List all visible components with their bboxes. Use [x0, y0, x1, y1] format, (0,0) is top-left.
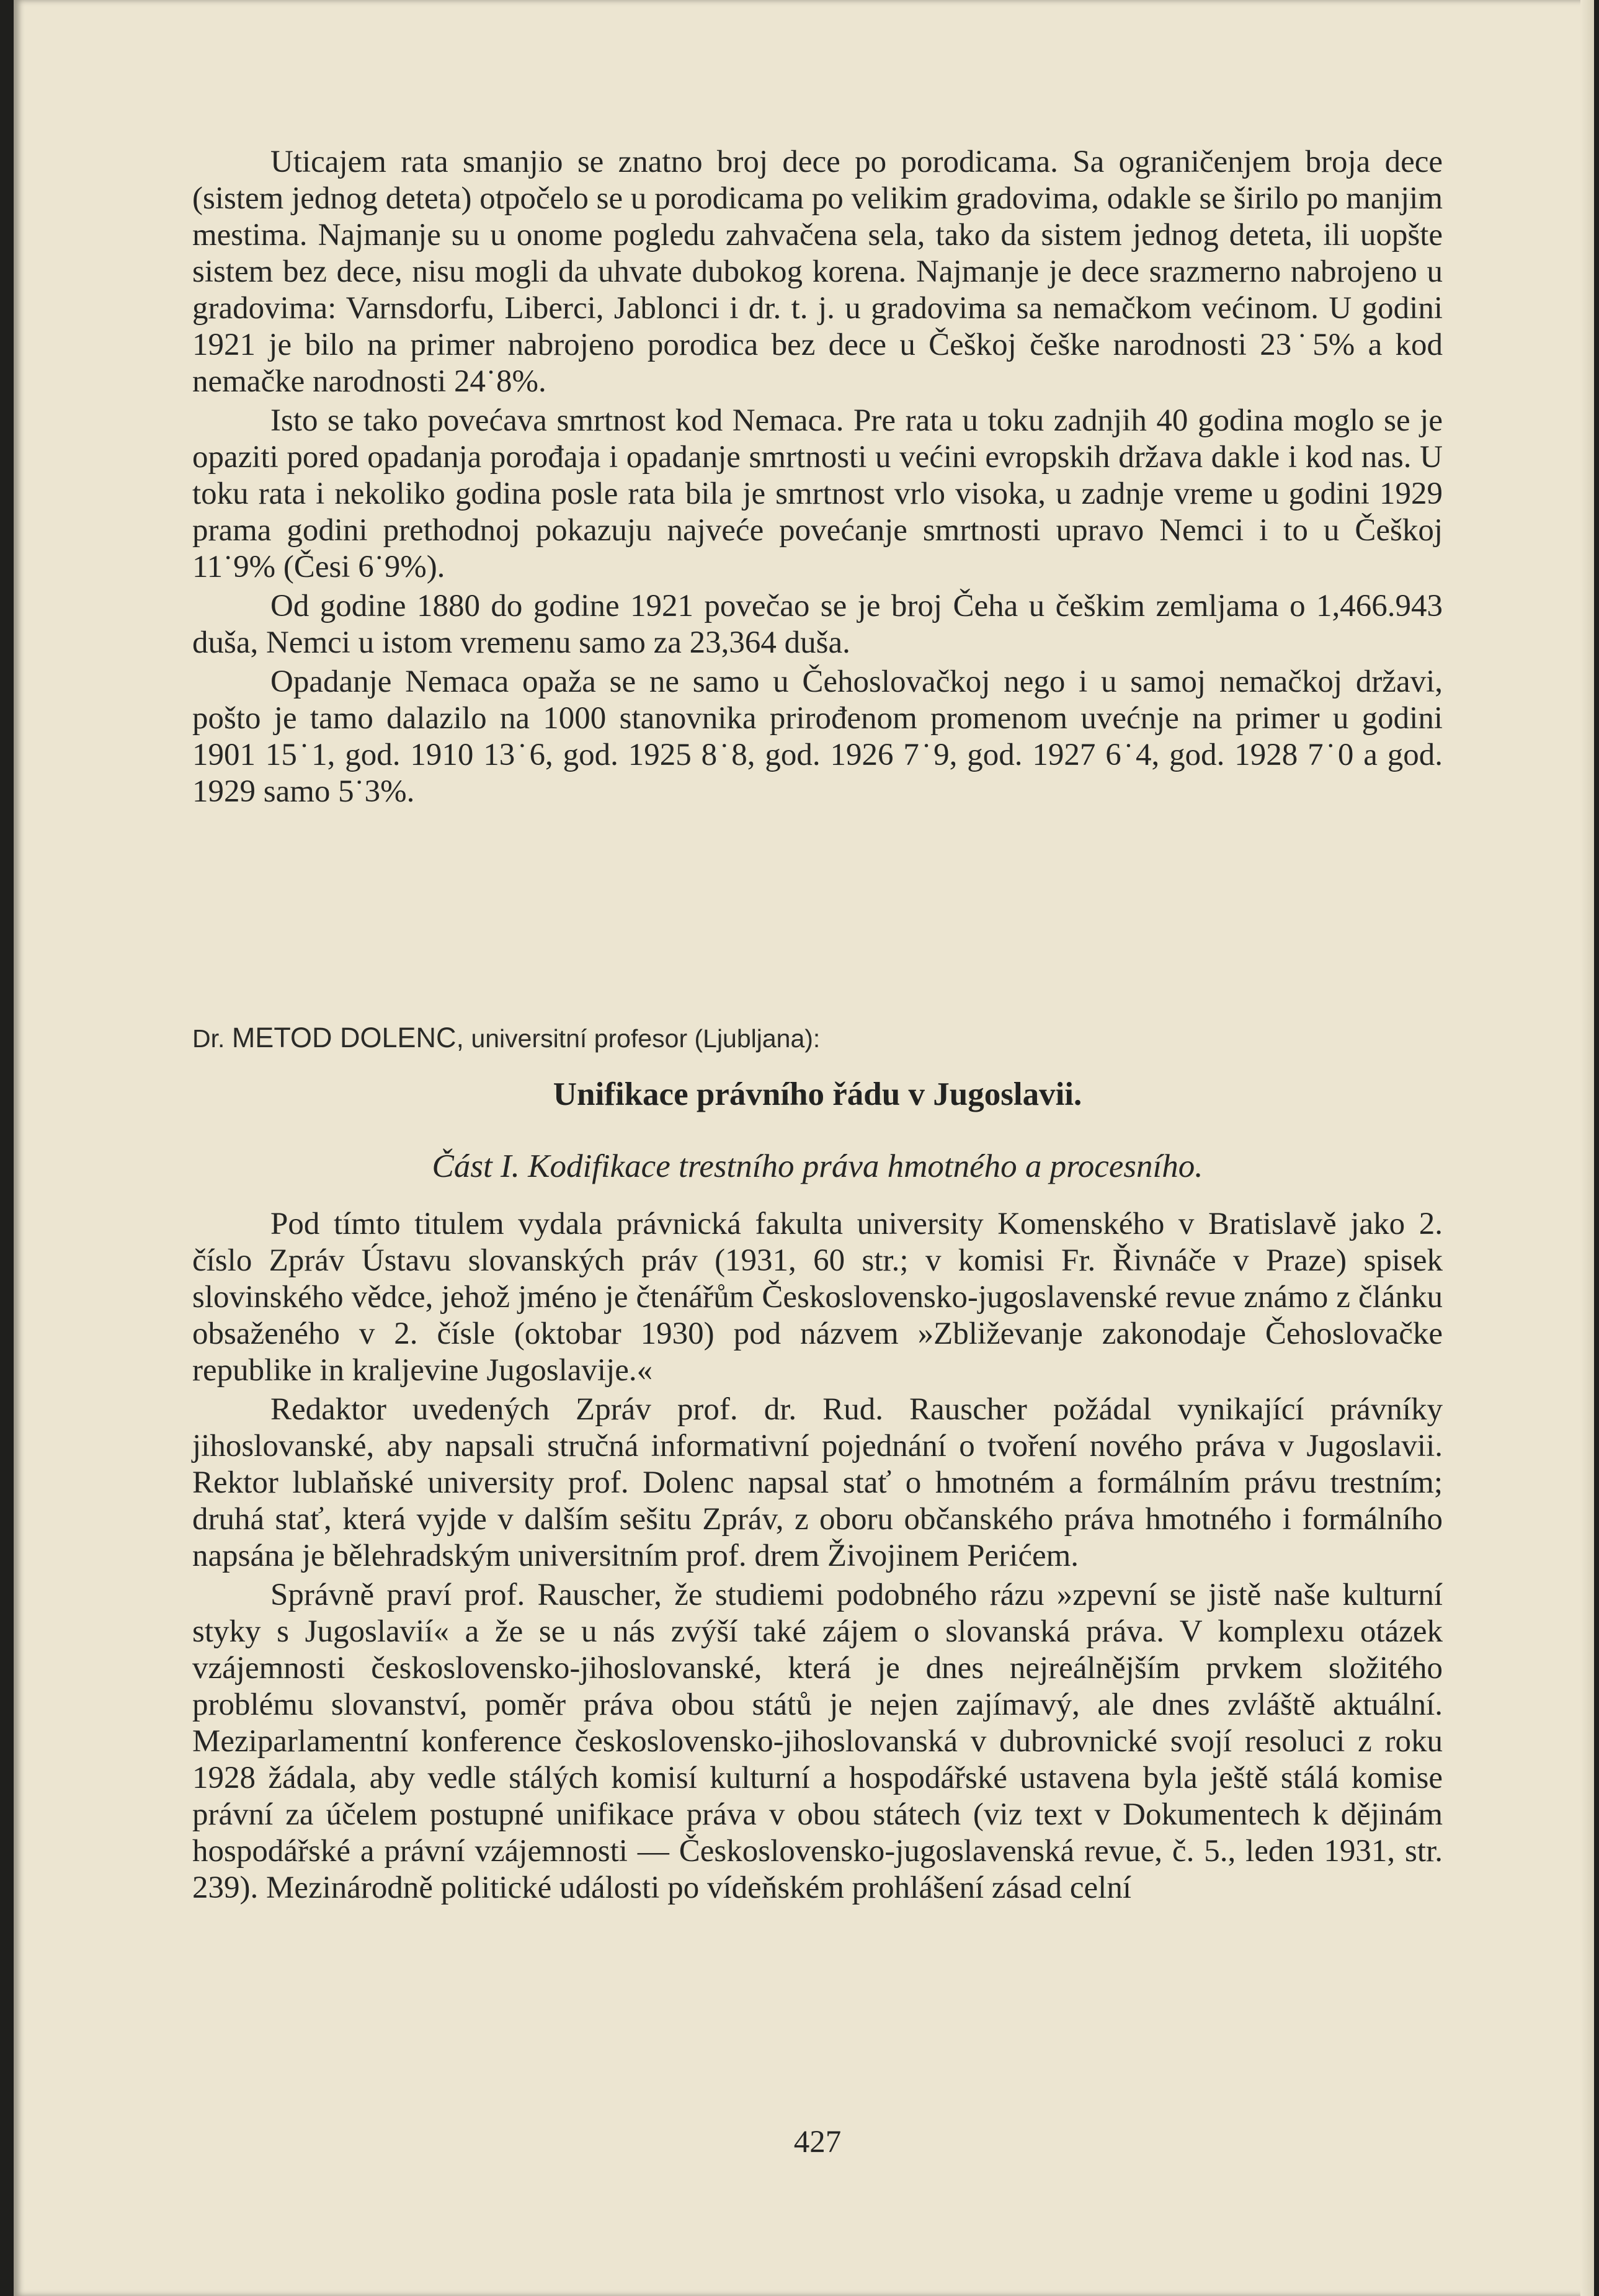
paragraph: Pod tímto titulem vydala právnická fakulta university Komenského v Bratislavě jako 2. číslo Zpráv Ústavu slovanských práv (1931, 60 str.; v komisi Fr. Řivnáče v Praze) spisek slovinského vědce, jehož jméno je čtenářům Československo-jugoslavenské revue známo z článku obsaženého v 2. čísle (oktobar 1930) pod názvem »Zbliževanje zakonodaje Čehoslovačke republike in kraljevine Jugoslavije.«	[192, 1207, 1443, 1388]
top-article-continuation	[192, 144, 1443, 810]
page-number: 427	[793, 2125, 842, 2160]
article-subtitle: Část I. Kodifikace trestního práva hmotného a procesního.	[432, 1148, 1203, 1184]
paragraph: Opadanje Nemaca opaža se ne samo u Čehoslovačkoj nego i u samoj nemačkoj državi, pošto je tamo dalazilo na 1000 stanovnika prirođenom promenom uvećnje na primer u godini 1901 15˙1, god. 1910 13˙6, god. 1925 8˙8, god. 1926 7˙9, god. 1927 6˙4, god. 1928 7˙0 a god. 1929 samo 5˙3%.	[192, 664, 1443, 809]
book-page	[14, 0, 1594, 2296]
author-role: universitní profesor (Ljubljana):	[471, 1024, 821, 1053]
paragraph: Isto se tako povećava smrtnost kod Nemaca. Pre rata u toku zadnjih 40 godina moglo se je opaziti pored opadanja porođaja i opadanje smrtnosti u većini evropskih država dakle i kod nas. U toku rata i nekoliko godina posle rata bila je smrtnost vrlo visoka, u zadnje vreme u godini 1929 prama godini prethodnoj pokazuju najveće povećanje smrtnosti upravo Nemci i to u Češkoj 11˙9% (Česi 6˙9%).	[192, 403, 1443, 584]
paragraph: Od godine 1880 do godine 1921 povečao se je broj Čeha u češkim zemljama o 1,466.943 duša, Nemci u istom vremenu samo za 23,364 duša.	[192, 589, 1443, 660]
article-title: Unifikace právního řádu v Jugoslavii.	[553, 1076, 1082, 1112]
author-name: METOD DOLENC,	[231, 1022, 465, 1053]
paragraph: Uticajem rata smanjio se znatno broj dece po porodicama. Sa ograničenjem broja dece (sistem jednog deteta) otpočelo se u porodicama po velikim gradovima, odakle se širilo po manjim mestima. Najmanje su u onome pogledu zahvačena sela, tako da sistem jednog deteta, ili uopšte sistem bez dece, nisu mogli da uhvate dubokog korena. Najmanje je dece srazmerno nabrojeno u gradovima: Varnsdorfu, Liberci, Jablonci i dr. t. j. u gradovima sa nemačkom većinom. U godini 1921 je bilo na primer nabrojeno porodica bez dece u Češkoj češke narodnosti 23˙5% a kod nemačke narodnosti 24˙8%.	[192, 145, 1443, 399]
paragraph: Správně praví prof. Rauscher, že studiemi podobného rázu »zpevní se jistě naše kulturní styky s Jugoslavií« a že se u nás zvýší také zájem o slovanská práva. V komplexu otázek vzájemnosti československo-jihoslovanské, která je dnes nejreálnějším prvkem složitého problému slovanství, poměr práva obou států je nejen zajímavý, ale dnes zvláště aktuální. Meziparlamentní konference československo-jihoslovanská v dubrovnické svojí resoluci z roku 1928 žádala, aby vedle stálých komisí kulturní a hospodářské ustavena byla ještě stálá komise právní za účelem postupné unifikace práva v obou státech (viz text v Dokumentech k dějinám hospodářské a právní vzájemnosti — Československo-jugoslavenská revue, č. 5., leden 1931, str. 239). Mezinárodně politické události po vídeňském prohlášení zásad celní	[192, 1578, 1443, 1905]
article-body	[192, 1206, 1443, 1906]
article-author-line	[192, 1022, 820, 1054]
author-prefix: Dr.	[192, 1024, 225, 1053]
paragraph: Redaktor uvedených Zpráv prof. dr. Rud. Rauscher požádal vynikající právníky jihoslovanské, aby napsali stručná informativní pojednání o tvoření nového práva v Jugoslavii. Rektor lublaňské university prof. Dolenc napsal stať o hmotném a formálním právu trestním; druhá stať, která vyjde v dalším sešitu Zpráv, z oboru občanského práva hmotného i formálního napsána je bělehradským universitním prof. drem Živojinem Perićem.	[192, 1392, 1443, 1573]
